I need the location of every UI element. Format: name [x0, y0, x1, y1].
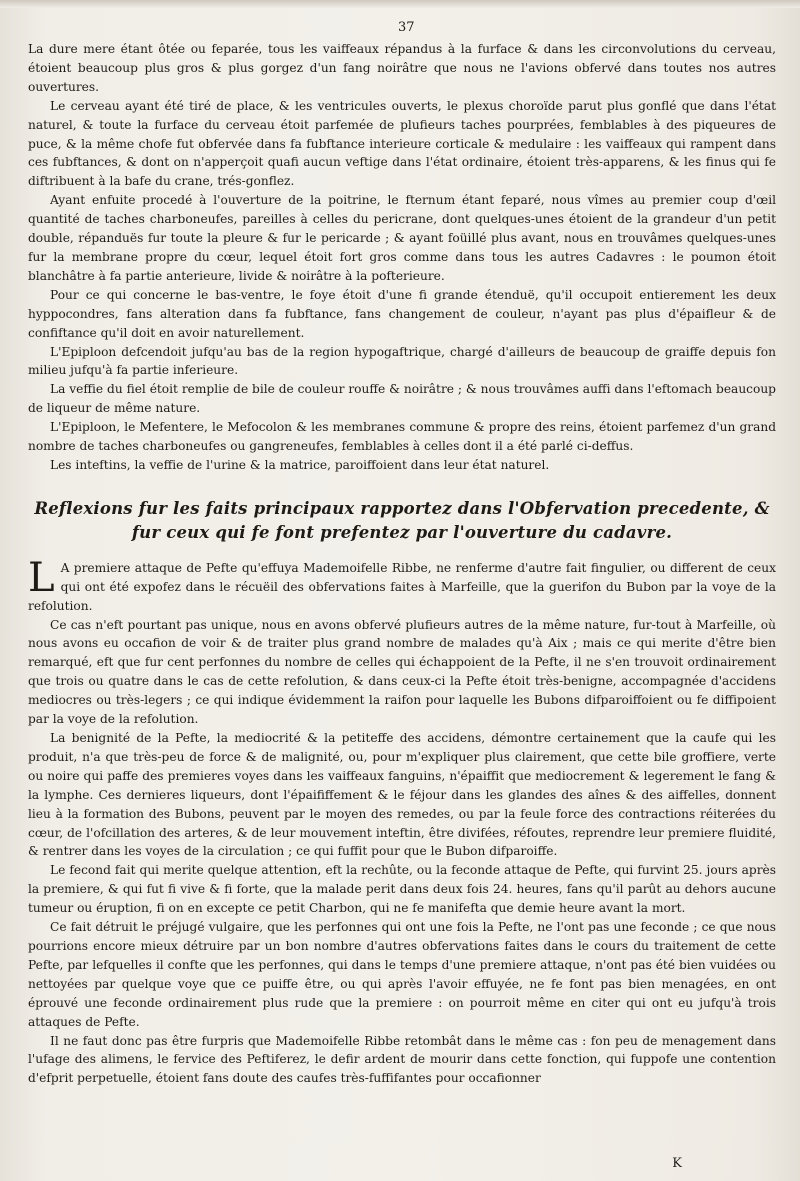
drop-cap-paragraph-text: A premiere attaque de Pefte qu'effuya Mademoifelle Ribbe, ne renferme d'autre fait fingulier, ou different de ceux qui ont été expofez dans le récuëil des obfervations faites à Marfeille, que la guerifon du Bubon par la voye de la refolution.	[28, 560, 776, 613]
catchword: K	[672, 1156, 682, 1171]
paragraph-cerveau: Le cerveau ayant été tiré de place, & les ventricules ouverts, le plexus choroïde parut plus gonflé que dans l'état naturel, & toute la furface du cerveau étoit parfemée de plufieurs taches pourprées, femblables à des piqueures de puce, & la même chofe fut obfervée dans fa fubftance interieure corticale & medulaire : les vaiffeaux qui rampent dans ces fubftances, & dont on n'apperçoit quafi aucun veftige dans l'état ordinaire, étoient très-apparens, & les finus qui fe diftribuent à la bafe du crane, trés-gonflez.	[28, 98, 776, 189]
paragraph-inteftins: Les inteftins, la veffie de l'urine & la matrice, paroiffoient dans leur état naturel.	[50, 457, 550, 472]
paragraph-poitrine: Ayant enfuite procedé à l'ouverture de la poitrine, le fternum étant feparé, nous vîmes au premier coup d'œil quantité de taches charboneufes, pareilles à celles du pericrane, dont quelques-unes étoient de la grandeur d'un petit double, répanduës fur toute la pleure & fur le pericarde ; & ayant foüillé plus avant, nous en trouvâmes quelques-unes fur la membrane propre du cœur, lequel étoit fort gros comme dans tous les autres Cadavres : le poumon étoit blanchâtre à fa partie anterieure, livide & noirâtre à la pofterieure.	[28, 193, 776, 283]
page-number: 37	[398, 20, 415, 35]
paragraph-dure-mere: La dure mere étant ôtée ou feparée, tous les vaiffeaux répandus à la furface & dans les circonvolutions du cerveau, étoient beaucoup plus gros & plus gorgez d'un fang noirâtre que nous ne l'avions obfervé dans toutes nos autres ouvertures.	[28, 42, 776, 94]
section-heading: Reflexions fur les faits principaux rapportez dans l'Obfervation precedente, & fur ceux qui fe font prefentez par l'ouverture du cadavre.	[34, 498, 770, 542]
drop-cap-letter: L	[28, 554, 55, 601]
paragraph-veffie-fiel: La veffie du fiel étoit remplie de bile de couleur rouffe & noirâtre ; & nous trouvâmes auffi dans l'eftomach beaucoup de liqueur de même nature.	[28, 382, 776, 416]
page-body	[28, 40, 776, 1088]
paragraph-cas-unique: Ce cas n'eft pourtant pas unique, nous en avons obfervé plufieurs autres de la même nature, fur-tout à Marfeille, où nous avons eu occafion de voir & de traiter plus grand nombre de malades qu'à Aix ; mais ce qui merite d'être bien remarqué, eft que fur cent perfonnes du nombre de celles qui échappoient de la Pefte, il ne s'en trouvoit ordinairement que trois ou quatre dans le cas de cette refolution, & dans ceux-ci la Pefte étoit très-benigne, accompagnée d'accidens mediocres ou très-legers ; ce qui indique évidemment la raifon pour laquelle les Bubons difparoiffoient ou fe diffipoient par la voye de la refolution.	[28, 617, 776, 727]
paragraph-mefentere: L'Epiploon, le Mefentere, le Mefocolon & les membranes commune & propre des reins, étoient parfemez d'un grand nombre de taches charboneufes ou gangreneufes, femblables à celles dont il a été parlé ci-deffus.	[28, 420, 776, 454]
paragraph-benignite: La benignité de la Pefte, la mediocrité & la petiteffe des accidens, démontre certainement que la caufe qui les produit, n'a que très-peu de force & de malignité, ou, pour m'expliquer plus clairement, que cette bile groffiere, verte ou noire qui paffe des premieres voyes dans les vaiffeaux fanguins, n'épaiffit que mediocrement & legerement le fang & la lymphe. Ces dernieres liqueurs, dont l'épaififfement & le féjour dans les glandes des aînes & des aiffelles, donnent lieu à la formation des Bubons, peuvent par le moyen des remedes, ou par la feule force des contractions réiterées du cœur, de l'ofcillation des arteres, & de leur mouvement inteftin, être divifées, réfoutes, reprendre leur premiere fluidité, & rentrer dans les voyes de la circulation ; ce qui fuffit pour que le Bubon difparoiffe.	[28, 731, 776, 859]
paragraph-prejuge: Ce fait détruit le préjugé vulgaire, que les perfonnes qui ont une fois la Pefte, ne l'ont pas une feconde ; ce que nous pourrions encore mieux détruire par un bon nombre d'autres obfervations faites dans le cours du traitement de cette Pefte, par lefquelles il confte que les perfonnes, qui dans le temps d'une premiere attaque, n'ont pas été bien vuidées ou nettoyées par quelque voye que ce puiffe être, ou qui après l'avoir effuyée, ne fe font pas bien menagées, en ont éprouvé une feconde ordinairement plus rude que la premiere : on pourroit même en citer qui ont eu jufqu'à trois attaques de Pefte.	[28, 920, 776, 1029]
paragraph-epiploon: L'Epiploon defcendoit jufqu'au bas de la region hypogaftrique, chargé d'ailleurs de beaucoup de graiffe depuis fon milieu jufqu'à fa partie inferieure.	[28, 344, 776, 378]
paragraph-fecond-fait: Le fecond fait qui merite quelque attention, eft la rechûte, ou la feconde attaque de Pefte, qui furvint 25. jours après la premiere, & qui fut fi vive & fi forte, que la malade perit dans deux fois 24. heures, fans qu'il parût au dehors aucune tumeur ou éruption, fi on en excepte ce petit Charbon, qui ne fe manifefta que demie heure avant la mort.	[28, 863, 776, 916]
paragraph-bas-ventre: Pour ce qui concerne le bas-ventre, le foye étoit d'une fi grande étenduë, qu'il occupoit entierement les deux hyppocondres, fans alteration dans fa fubftance, fans changement de couleur, n'ayant pas plus d'épaifleur & de confiftance qu'il doit en avoir naturellement.	[28, 287, 776, 340]
scan-edge-shadow	[0, 0, 800, 8]
paragraph-furpris: Il ne faut donc pas être furpris que Mademoifelle Ribbe retombât dans le même cas : fon peu de menagement dans l'ufage des alimens, le fervice des Peftiferez, le defir ardent de mourir dans cette fonction, qui fuppofe une contention d'efprit perpetuelle, étoient fans doute des caufes très-fuffifantes pour occafionner	[28, 1033, 776, 1086]
paragraph-premiere-attaque	[28, 554, 776, 616]
